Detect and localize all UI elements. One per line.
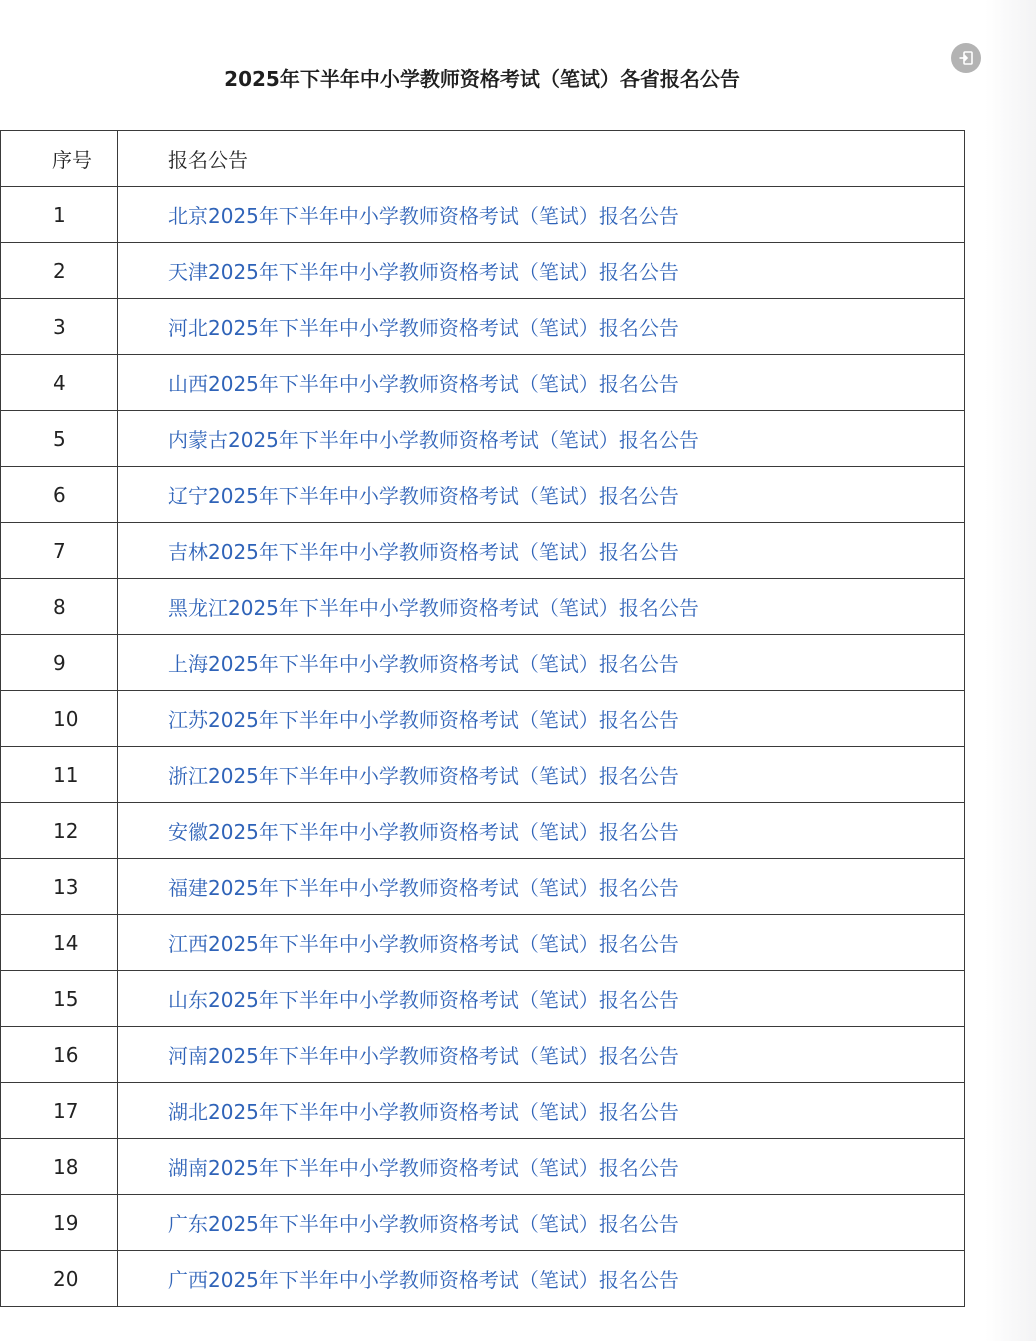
notice-cell [118,299,965,355]
notice-link[interactable]: 山东2025年下半年中小学教师资格考试（笔试）报名公告 [168,988,679,1012]
row-index: 6 [1,467,118,523]
table-row [1,635,965,691]
row-index: 4 [1,355,118,411]
notice-link[interactable]: 安徽2025年下半年中小学教师资格考试（笔试）报名公告 [168,820,679,844]
table-row [1,859,965,915]
page-right-edge [985,0,1036,1341]
table-row [1,915,965,971]
notice-link[interactable]: 上海2025年下半年中小学教师资格考试（笔试）报名公告 [168,652,679,676]
table-row [1,971,965,1027]
table-row [1,579,965,635]
notice-cell [118,915,965,971]
row-index: 2 [1,243,118,299]
notice-link[interactable]: 辽宁2025年下半年中小学教师资格考试（笔试）报名公告 [168,484,679,508]
table-row [1,747,965,803]
notice-link[interactable]: 湖北2025年下半年中小学教师资格考试（笔试）报名公告 [168,1100,679,1124]
notice-cell [118,635,965,691]
notice-link[interactable]: 广东2025年下半年中小学教师资格考试（笔试）报名公告 [168,1212,679,1236]
header-index: 序号 [1,131,118,187]
row-index: 3 [1,299,118,355]
notice-cell [118,1195,965,1251]
notice-link[interactable]: 河北2025年下半年中小学教师资格考试（笔试）报名公告 [168,316,679,340]
notice-link[interactable]: 广西2025年下半年中小学教师资格考试（笔试）报名公告 [168,1268,679,1292]
notice-table [0,130,965,1307]
row-index: 17 [1,1083,118,1139]
notice-cell [118,579,965,635]
row-index: 1 [1,187,118,243]
notice-link[interactable]: 天津2025年下半年中小学教师资格考试（笔试）报名公告 [168,260,679,284]
table-row [1,467,965,523]
row-index: 16 [1,1027,118,1083]
row-index: 14 [1,915,118,971]
table-row [1,691,965,747]
row-index: 10 [1,691,118,747]
notice-link[interactable]: 湖南2025年下半年中小学教师资格考试（笔试）报名公告 [168,1156,679,1180]
table-row [1,1139,965,1195]
table-row [1,187,965,243]
table-row [1,803,965,859]
notice-cell [118,1139,965,1195]
notice-cell [118,747,965,803]
table-row [1,243,965,299]
row-index: 15 [1,971,118,1027]
row-index: 7 [1,523,118,579]
notice-link[interactable]: 山西2025年下半年中小学教师资格考试（笔试）报名公告 [168,372,679,396]
notice-link[interactable]: 江西2025年下半年中小学教师资格考试（笔试）报名公告 [168,932,679,956]
notice-cell [118,971,965,1027]
notice-cell [118,523,965,579]
header-notice: 报名公告 [118,131,965,187]
notice-cell [118,355,965,411]
table-row [1,355,965,411]
notice-cell [118,1027,965,1083]
row-index: 8 [1,579,118,635]
row-index: 19 [1,1195,118,1251]
notice-cell [118,803,965,859]
row-index: 5 [1,411,118,467]
exit-icon [958,50,974,66]
notice-cell [118,411,965,467]
notice-link[interactable]: 福建2025年下半年中小学教师资格考试（笔试）报名公告 [168,876,679,900]
notice-link[interactable]: 内蒙古2025年下半年中小学教师资格考试（笔试）报名公告 [168,428,699,452]
table-row [1,1027,965,1083]
notice-cell [118,691,965,747]
table-row [1,523,965,579]
table-header-row [1,131,965,187]
row-index: 11 [1,747,118,803]
notice-link[interactable]: 黑龙江2025年下半年中小学教师资格考试（笔试）报名公告 [168,596,699,620]
row-index: 18 [1,1139,118,1195]
page-title: 2025年下半年中小学教师资格考试（笔试）各省报名公告 [224,67,740,91]
notice-cell [118,1083,965,1139]
notice-cell [118,187,965,243]
row-index: 13 [1,859,118,915]
notice-cell [118,859,965,915]
table-row [1,1083,965,1139]
table-row [1,299,965,355]
notice-link[interactable]: 北京2025年下半年中小学教师资格考试（笔试）报名公告 [168,204,679,228]
notice-link[interactable]: 河南2025年下半年中小学教师资格考试（笔试）报名公告 [168,1044,679,1068]
notice-link[interactable]: 吉林2025年下半年中小学教师资格考试（笔试）报名公告 [168,540,679,564]
row-index: 9 [1,635,118,691]
notice-link[interactable]: 江苏2025年下半年中小学教师资格考试（笔试）报名公告 [168,708,679,732]
row-index: 12 [1,803,118,859]
table-row [1,411,965,467]
notice-link[interactable]: 浙江2025年下半年中小学教师资格考试（笔试）报名公告 [168,764,679,788]
notice-cell [118,467,965,523]
notice-cell [118,243,965,299]
notice-cell [118,1251,965,1307]
table-row [1,1195,965,1251]
table-row [1,1251,965,1307]
exit-button[interactable] [951,43,981,73]
row-index: 20 [1,1251,118,1307]
